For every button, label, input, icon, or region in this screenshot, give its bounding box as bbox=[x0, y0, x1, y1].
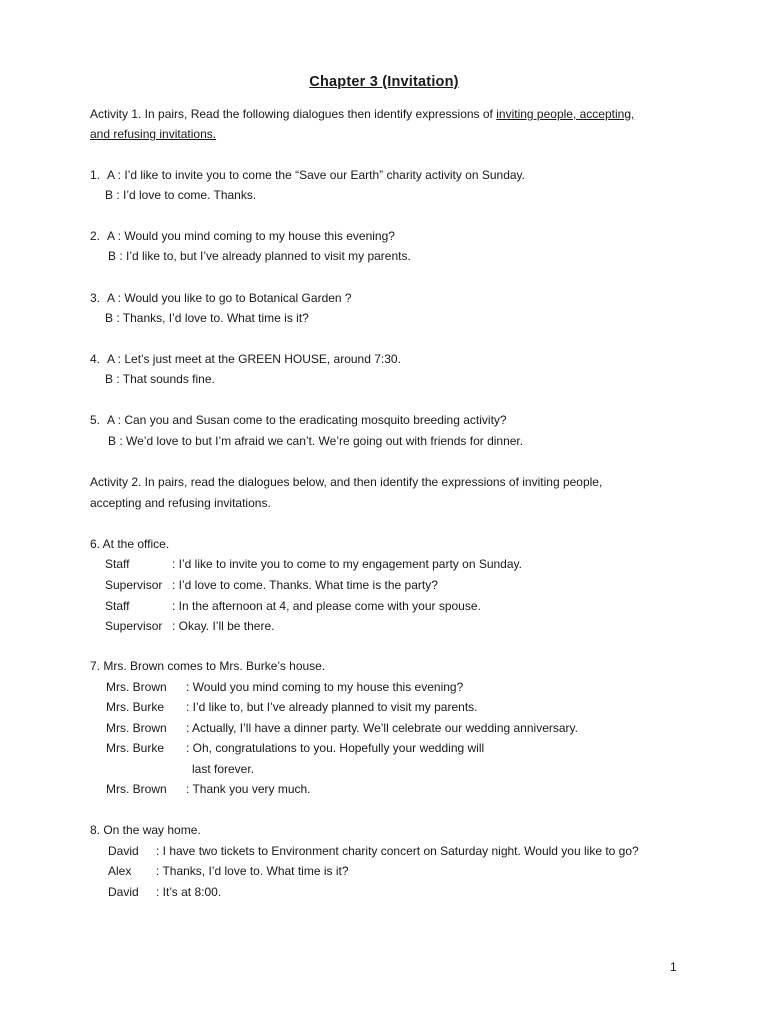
dialogue-3-b: B : Thanks, I’d love to. What time is it? bbox=[105, 311, 309, 325]
conversation-6-line-1 bbox=[105, 557, 522, 572]
conversation-7-heading: 7. Mrs. Brown comes to Mrs. Burke’s house. bbox=[90, 659, 326, 673]
conversation-6-line-2 bbox=[105, 578, 438, 593]
conversation-8-line-1 bbox=[108, 844, 639, 859]
dialogue-text: : I’d like to, but I’ve already planned to visit my parents. bbox=[186, 700, 478, 714]
dialogue-1-b: B : I’d love to come. Thanks. bbox=[105, 188, 257, 202]
dialogue-2-a: A : Would you mind coming to my house this evening? bbox=[107, 229, 395, 243]
conversation-7-line-1 bbox=[106, 680, 463, 695]
dialogue-4-a: A : Let’s just meet at the GREEN HOUSE, around 7:30. bbox=[107, 352, 401, 366]
dialogue-4-b: B : That sounds fine. bbox=[105, 372, 215, 386]
dialogue-5-a: A : Can you and Susan come to the eradicating mosquito breeding activity? bbox=[107, 413, 507, 427]
activity1-underlined-1: inviting people, accepting, bbox=[496, 107, 635, 121]
dialogue-4-number: 4. bbox=[90, 352, 101, 366]
speaker-label: Supervisor bbox=[105, 578, 163, 592]
page-number: 1 bbox=[670, 960, 677, 974]
activity2-instruction-line2: accepting and refusing invitations. bbox=[90, 496, 271, 510]
dialogue-3-a: A : Would you like to go to Botanical Garden ? bbox=[107, 291, 352, 305]
speaker-label: Mrs. Burke bbox=[106, 741, 165, 755]
dialogue-text: : I have two tickets to Environment charity concert on Saturday night. Would you like to go? bbox=[156, 844, 639, 858]
dialogue-5-number: 5. bbox=[90, 413, 101, 427]
speaker-label: Staff bbox=[105, 599, 130, 613]
conversation-6-line-4 bbox=[105, 619, 275, 634]
conversation-8-line-3 bbox=[108, 885, 221, 900]
conversation-7-line-4 bbox=[106, 741, 484, 756]
speaker-label: Mrs. Burke bbox=[106, 700, 165, 714]
dialogue-text: : Okay. I’ll be there. bbox=[172, 619, 275, 633]
speaker-label: Staff bbox=[105, 557, 130, 571]
speaker-label: Mrs. Brown bbox=[106, 680, 167, 694]
page-title: Chapter 3 (Invitation) bbox=[309, 74, 459, 90]
activity2-instruction-line1: Activity 2. In pairs, read the dialogues below, and then identify the expressions of inviting people, bbox=[90, 475, 603, 489]
conversation-7-line-3 bbox=[106, 721, 578, 736]
dialogue-text: : Thanks, I’d love to. What time is it? bbox=[156, 864, 349, 878]
dialogue-1-number: 1. bbox=[90, 168, 101, 182]
dialogue-text: : Oh, congratulations to you. Hopefully your wedding will bbox=[186, 741, 485, 755]
conversation-7-line-2 bbox=[106, 700, 477, 715]
speaker-label: David bbox=[108, 844, 139, 858]
activity1-instruction-line1 bbox=[90, 107, 634, 122]
conversation-6-heading: 6. At the office. bbox=[90, 537, 170, 551]
speaker-label: Alex bbox=[108, 864, 132, 878]
conversation-7-line-5: last forever. bbox=[192, 762, 255, 776]
speaker-label: Mrs. Brown bbox=[106, 782, 167, 796]
conversation-6-line-3 bbox=[105, 599, 481, 614]
dialogue-2-number: 2. bbox=[90, 229, 101, 243]
dialogue-text: : Thank you very much. bbox=[186, 782, 311, 796]
dialogue-text: : In the afternoon at 4, and please come with your spouse. bbox=[172, 599, 481, 613]
dialogue-text: : Actually, I’ll have a dinner party. We’ll celebrate our wedding anniversary. bbox=[186, 721, 578, 735]
dialogue-text: : Would you mind coming to my house this evening? bbox=[186, 680, 464, 694]
conversation-8-heading: 8. On the way home. bbox=[90, 823, 201, 837]
conversation-7-line-6 bbox=[106, 782, 311, 797]
activity1-prefix: Activity 1. In pairs, Read the following dialogues then identify expressions of bbox=[90, 107, 497, 121]
speaker-label: Supervisor bbox=[105, 619, 163, 633]
dialogue-2-b: B : I’d like to, but I’ve already planned to visit my parents. bbox=[108, 249, 411, 263]
speaker-label: Mrs. Brown bbox=[106, 721, 167, 735]
dialogue-5-b: B : We’d love to but I’m afraid we can’t. We’re going out with friends for dinner. bbox=[108, 434, 524, 448]
speaker-label: David bbox=[108, 885, 139, 899]
conversation-8-line-2 bbox=[108, 864, 349, 879]
dialogue-3-number: 3. bbox=[90, 291, 101, 305]
dialogue-text: : It’s at 8:00. bbox=[156, 885, 222, 899]
dialogue-1-a: A : I’d like to invite you to come the “Save our Earth” charity activity on Sunday. bbox=[107, 168, 525, 182]
dialogue-text: : I’d like to invite you to come to my engagement party on Sunday. bbox=[172, 557, 522, 571]
activity1-instruction-line2: and refusing invitations. bbox=[90, 127, 217, 141]
dialogue-text: : I’d love to come. Thanks. What time is the party? bbox=[172, 578, 438, 592]
